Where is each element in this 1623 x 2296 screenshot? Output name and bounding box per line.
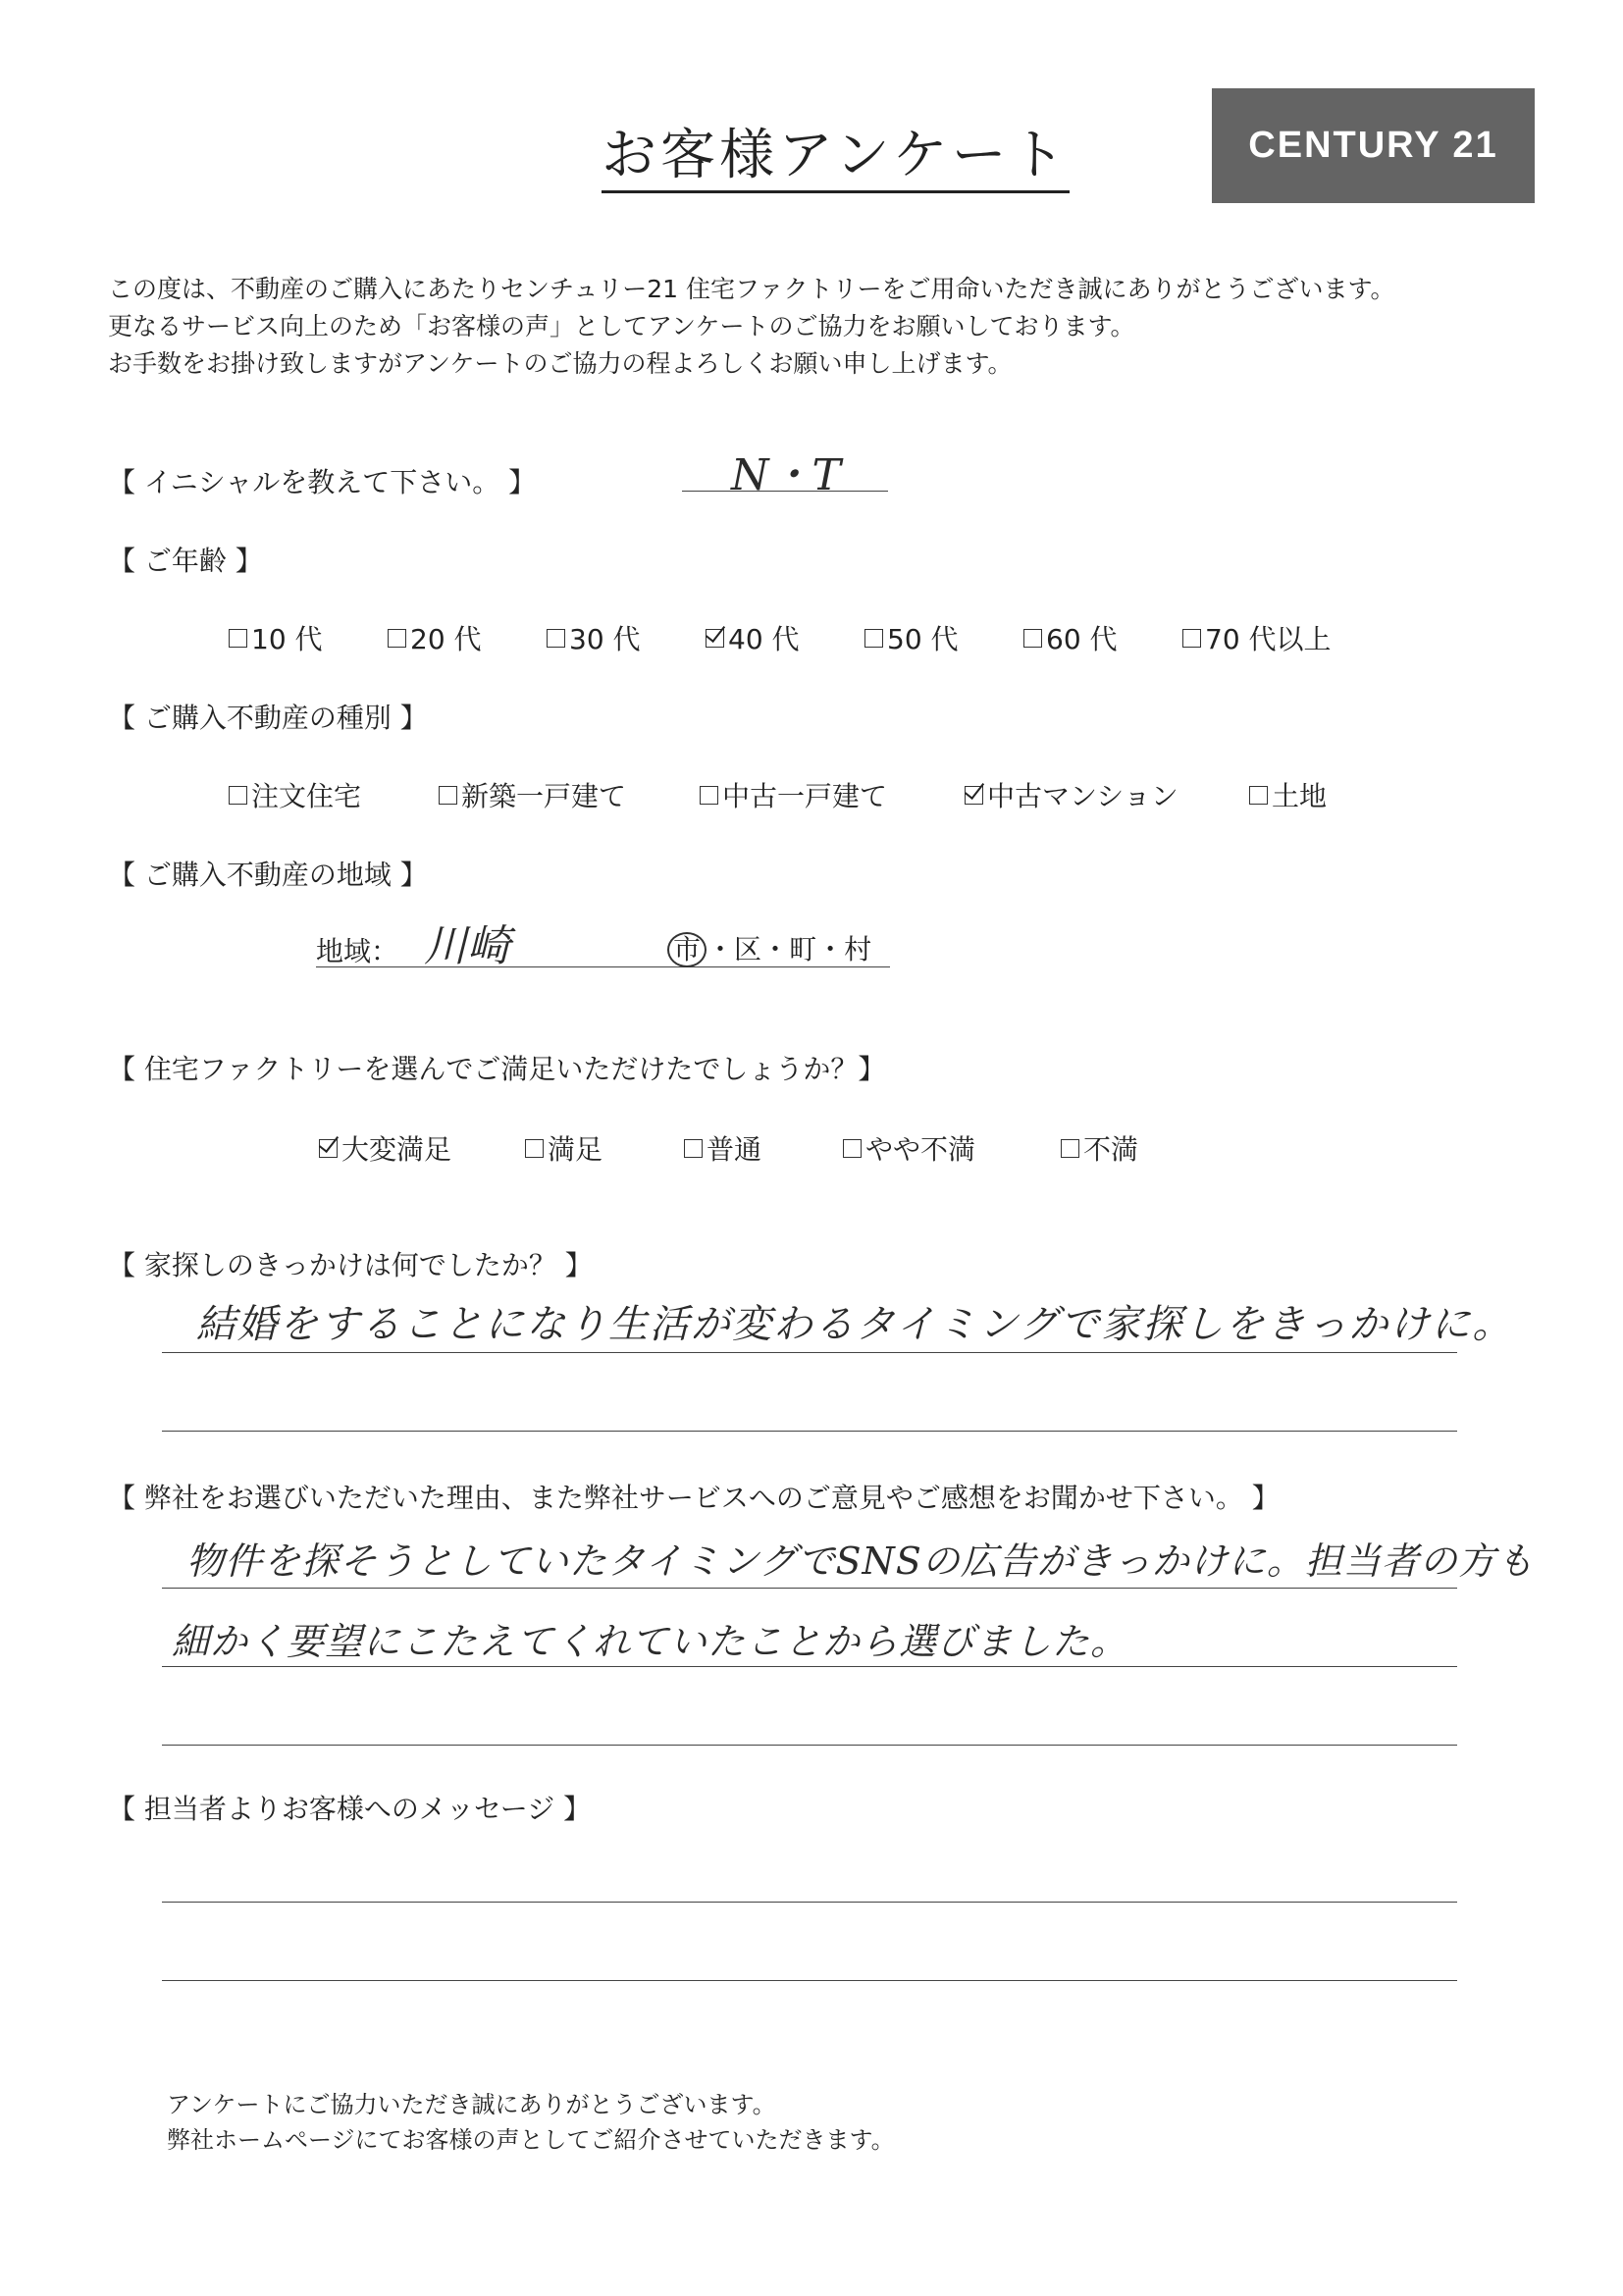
- age-option[interactable]: [864, 618, 984, 657]
- checkbox[interactable]: [439, 786, 457, 805]
- trigger-answer[interactable]: 結婚をすることになり生活が変わるタイミングで家探しをきっかけに。: [196, 1302, 1514, 1347]
- reason-label: 【 弊社をお選びいただいた理由、また弊社サービスへのご意見やご感想をお聞かせ下さい。 】: [108, 1482, 1280, 1514]
- region-separator: ・: [707, 933, 735, 965]
- message-line: [162, 1980, 1457, 1981]
- age-option-label: 40 代: [728, 623, 800, 655]
- satisfaction-option[interactable]: [843, 1128, 1021, 1168]
- age-label: 【 ご年齢 】: [108, 545, 263, 577]
- checkbox[interactable]: [525, 1139, 544, 1158]
- age-option[interactable]: [388, 618, 507, 657]
- intro-line-3: お手数をお掛け致しますがアンケートのご協力の程よろしくお願い申し上げます。: [108, 349, 1013, 378]
- page-title: お客様アンケート: [602, 126, 1070, 193]
- region-unit-city[interactable]: 市: [667, 932, 707, 967]
- property-type-option[interactable]: [965, 775, 1210, 814]
- region-label: 【 ご購入不動産の地域 】: [108, 859, 428, 891]
- property-type-option[interactable]: [1249, 775, 1357, 814]
- age-option[interactable]: [1023, 618, 1143, 657]
- initials-value[interactable]: N・T: [731, 450, 841, 500]
- satisfaction-option[interactable]: [684, 1128, 804, 1168]
- initials-label: 【 イニシャルを教えて下さい。 】: [108, 466, 537, 498]
- property-type-option[interactable]: [229, 775, 399, 814]
- property-type-option-label: 中古マンション: [987, 780, 1178, 812]
- property-type-options: [229, 775, 1396, 814]
- reason-answer-line: [162, 1745, 1457, 1746]
- checkbox[interactable]: [965, 786, 983, 805]
- intro-line-1: この度は、不動産のご購入にあたりセンチュリー21 住宅ファクトリーをご用命いただき誠にありがとうございます。: [108, 275, 1395, 303]
- checkbox[interactable]: [1182, 629, 1201, 648]
- checkbox[interactable]: [319, 1139, 338, 1158]
- property-type-option[interactable]: [700, 775, 925, 814]
- property-type-label: 【 ご購入不動産の種別 】: [108, 702, 428, 734]
- reason-answer-line-1[interactable]: 物件を探そうとしていたタイミングでSNSの広告がきっかけに。担当者の方も: [186, 1539, 1535, 1583]
- trigger-answer-line: [162, 1431, 1457, 1432]
- age-option[interactable]: [706, 618, 825, 657]
- age-option[interactable]: [229, 618, 348, 657]
- region-units: [667, 928, 871, 967]
- intro-line-2: 更なるサービス向上のため「お客様の声」としてアンケートのご協力をお願いしております。: [108, 312, 1135, 340]
- property-type-option-label: 注文住宅: [251, 780, 362, 812]
- satisfaction-options: [319, 1128, 1208, 1168]
- reason-answer-line: [162, 1666, 1457, 1667]
- region-field-label: 地域：: [316, 935, 399, 967]
- footer-line-1: アンケートにご協力いただき誠にありがとうございます。: [167, 2091, 776, 2118]
- age-options: [229, 618, 1388, 657]
- checkbox[interactable]: [843, 1139, 862, 1158]
- intro-text: [108, 271, 1395, 383]
- region-separator: ・: [816, 933, 845, 965]
- footer-line-2: 弊社ホームページにてお客様の声としてご紹介させていただきます。: [167, 2126, 895, 2154]
- message-line: [162, 1902, 1457, 1903]
- satisfaction-option[interactable]: [525, 1128, 645, 1168]
- checkbox[interactable]: [229, 629, 247, 648]
- age-option-label: 10 代: [251, 623, 323, 655]
- age-option-label: 30 代: [569, 623, 641, 655]
- satisfaction-option-label: 大変満足: [341, 1133, 452, 1166]
- checkbox[interactable]: [1023, 629, 1042, 648]
- reason-answer-line: [162, 1588, 1457, 1589]
- property-type-option-label: 土地: [1272, 780, 1328, 812]
- reason-answer-line-2[interactable]: 細かく要望にこたえてくれていたことから選びました。: [172, 1620, 1129, 1663]
- checkbox[interactable]: [864, 629, 883, 648]
- checkbox[interactable]: [706, 629, 724, 648]
- checkbox[interactable]: [1061, 1139, 1079, 1158]
- property-type-option-label: 中古一戸建て: [722, 780, 888, 812]
- region-unit-ward[interactable]: 区: [734, 933, 762, 965]
- checkbox[interactable]: [547, 629, 565, 648]
- region-unit-village[interactable]: 村: [844, 933, 872, 965]
- region-value[interactable]: 川崎: [424, 921, 510, 971]
- satisfaction-option-label: 満足: [548, 1133, 603, 1166]
- property-type-option[interactable]: [439, 775, 660, 814]
- age-option[interactable]: [1182, 618, 1349, 657]
- checkbox[interactable]: [1249, 786, 1268, 805]
- checkbox[interactable]: [700, 786, 718, 805]
- trigger-answer-line: [162, 1352, 1457, 1353]
- satisfaction-label: 【 住宅ファクトリーを選んでご満足いただけたでしょうか？】: [108, 1053, 886, 1085]
- message-label: 【 担当者よりお客様へのメッセージ 】: [108, 1793, 592, 1825]
- age-option-label: 20 代: [410, 623, 482, 655]
- checkbox[interactable]: [229, 786, 247, 805]
- satisfaction-option-label: やや不満: [865, 1133, 976, 1166]
- checkbox[interactable]: [388, 629, 406, 648]
- checkbox[interactable]: [684, 1139, 703, 1158]
- age-option-label: 60 代: [1046, 623, 1118, 655]
- age-option-label: 70 代以上: [1205, 623, 1332, 655]
- satisfaction-option-label: 不満: [1083, 1133, 1139, 1166]
- footer-text: [167, 2087, 895, 2158]
- century21-logo: CENTURY 21: [1212, 88, 1535, 203]
- region-separator: ・: [761, 933, 790, 965]
- age-option[interactable]: [547, 618, 666, 657]
- region-unit-town[interactable]: 町: [789, 933, 817, 965]
- property-type-option-label: 新築一戸建て: [461, 780, 627, 812]
- trigger-label: 【 家探しのきっかけは何でしたか？ 】: [108, 1249, 593, 1281]
- satisfaction-option-label: 普通: [707, 1133, 762, 1166]
- age-option-label: 50 代: [887, 623, 959, 655]
- satisfaction-option[interactable]: [1061, 1128, 1169, 1168]
- satisfaction-option[interactable]: [319, 1128, 486, 1168]
